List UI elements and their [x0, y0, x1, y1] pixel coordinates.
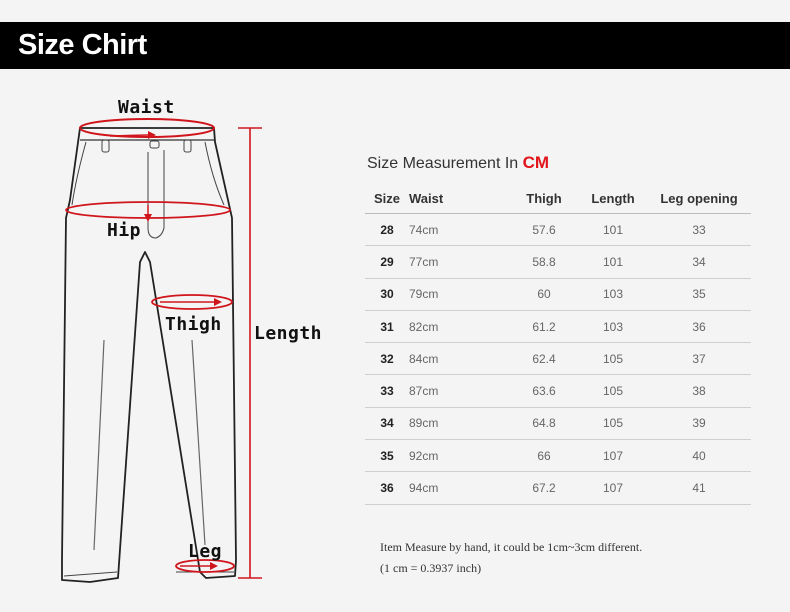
- table-row: [365, 472, 751, 504]
- table-row: [365, 407, 751, 439]
- table-row: [365, 343, 751, 375]
- pants-outline: [62, 128, 236, 582]
- size-chart-heading: [367, 153, 549, 173]
- cell-size: 34: [365, 407, 409, 439]
- header-size: Size: [365, 183, 409, 214]
- cell-thigh: 61.2: [509, 310, 579, 342]
- cell-thigh: 63.6: [509, 375, 579, 407]
- pants-diagram: [0, 0, 350, 607]
- leg-label: Leg: [188, 541, 223, 562]
- thigh-label: Thigh: [165, 314, 222, 335]
- cell-size: 32: [365, 343, 409, 375]
- cell-waist: 94cm: [409, 472, 509, 504]
- cell-length: 107: [579, 472, 647, 504]
- cell-leg-opening: 34: [647, 246, 751, 278]
- cell-leg-opening: 38: [647, 375, 751, 407]
- cell-waist: 74cm: [409, 214, 509, 246]
- cell-thigh: 57.6: [509, 214, 579, 246]
- table-row: [365, 278, 751, 310]
- cell-size: 30: [365, 278, 409, 310]
- cell-leg-opening: 35: [647, 278, 751, 310]
- page-title: Size Chirt: [18, 29, 147, 61]
- cell-waist: 87cm: [409, 375, 509, 407]
- hip-label: Hip: [107, 220, 142, 241]
- cell-size: 29: [365, 246, 409, 278]
- cell-length: 107: [579, 440, 647, 472]
- header-waist: Waist: [409, 183, 509, 214]
- table-row: [365, 440, 751, 472]
- cell-size: 36: [365, 472, 409, 504]
- cell-size: 31: [365, 310, 409, 342]
- header-thigh: Thigh: [509, 183, 579, 214]
- cell-thigh: 67.2: [509, 472, 579, 504]
- conversion-note: (1 cm = 0.3937 inch): [380, 561, 482, 575]
- cell-size: 28: [365, 214, 409, 246]
- heading-text: Size Measurement In: [367, 155, 523, 172]
- table-row: [365, 246, 751, 278]
- cell-length: 101: [579, 214, 647, 246]
- cell-size: 35: [365, 440, 409, 472]
- cell-waist: 84cm: [409, 343, 509, 375]
- cell-leg-opening: 37: [647, 343, 751, 375]
- cell-waist: 82cm: [409, 310, 509, 342]
- cell-thigh: 60: [509, 278, 579, 310]
- cell-leg-opening: 41: [647, 472, 751, 504]
- cell-length: 103: [579, 278, 647, 310]
- size-table: [365, 183, 751, 505]
- cell-length: 105: [579, 343, 647, 375]
- cell-thigh: 64.8: [509, 407, 579, 439]
- length-label: Length: [254, 323, 323, 344]
- cell-thigh: 58.8: [509, 246, 579, 278]
- cell-length: 103: [579, 310, 647, 342]
- table-row: [365, 375, 751, 407]
- cell-length: 105: [579, 407, 647, 439]
- cell-waist: 79cm: [409, 278, 509, 310]
- cell-thigh: 66: [509, 440, 579, 472]
- cell-leg-opening: 39: [647, 407, 751, 439]
- header-length: Length: [579, 183, 647, 214]
- cell-thigh: 62.4: [509, 343, 579, 375]
- pants-illustration: [0, 0, 350, 607]
- cell-length: 105: [579, 375, 647, 407]
- unit-label: CM: [522, 153, 550, 172]
- waist-label: Waist: [118, 97, 175, 118]
- table-row: [365, 310, 751, 342]
- cell-leg-opening: 40: [647, 440, 751, 472]
- cell-size: 33: [365, 375, 409, 407]
- header-leg-opening: Leg opening: [647, 183, 751, 214]
- cell-waist: 89cm: [409, 407, 509, 439]
- table-header-row: [365, 183, 751, 214]
- measure-note: Item Measure by hand, it could be 1cm~3cm different.: [380, 540, 643, 554]
- cell-leg-opening: 33: [647, 214, 751, 246]
- table-row: [365, 214, 751, 246]
- cell-leg-opening: 36: [647, 310, 751, 342]
- cell-waist: 77cm: [409, 246, 509, 278]
- cell-waist: 92cm: [409, 440, 509, 472]
- cell-length: 101: [579, 246, 647, 278]
